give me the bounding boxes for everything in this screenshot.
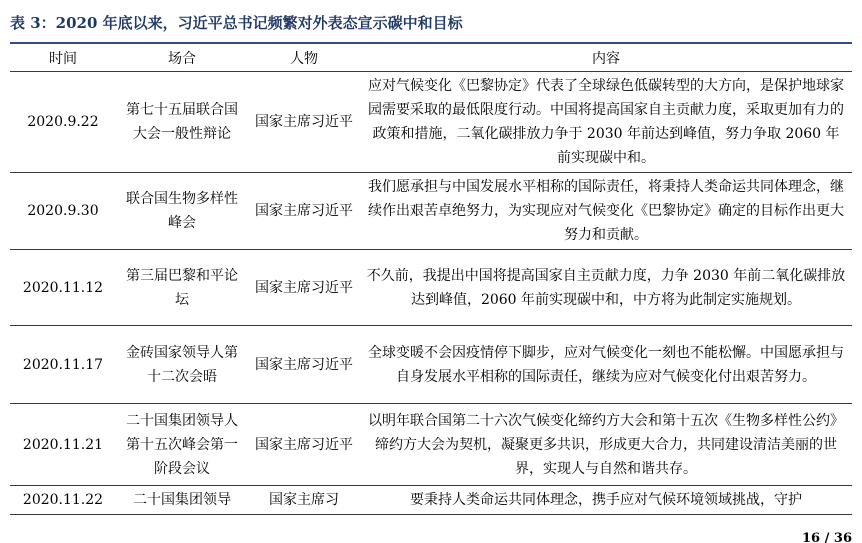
cell-content: 以明年联合国第二十六次气候变化缔约方大会和第十五次《生物多样性公约》缔约方大会为契机，凝聚更多共识，形成更大合力，共同建设清洁美丽的世界，实现人与自然和谐共存。 [360,404,852,486]
table-row [10,173,852,250]
cell-person: 国家主席习 [248,486,360,515]
cell-content: 应对气候变化《巴黎协定》代表了全球绿色低碳转型的大方向，是保护地球家园需要采取的最低限度行动。中国将提高国家自主贡献力度，采取更加有力的政策和措施，二氧化碳排放力争于 2030 年前达到峰值，努力争取 2060 年前实现碳中和。 [360,72,852,173]
cell-date: 2020.11.12 [10,250,116,326]
cell-content: 全球变暖不会因疫情停下脚步，应对气候变化一刻也不能松懈。中国愿承担与自身发展水平相称的国际责任，继续为应对气候变化付出艰苦努力。 [360,326,852,404]
table-row [10,486,852,515]
table-row [10,250,852,326]
page-number: 16 / 36 [802,531,852,543]
cell-person: 国家主席习近平 [248,72,360,173]
table-row [10,326,852,404]
cell-person: 国家主席习近平 [248,250,360,326]
table-row [10,72,852,173]
cell-person: 国家主席习近平 [248,404,360,486]
cell-occasion: 第七十五届联合国大会一般性辩论 [116,72,248,173]
cell-occasion: 二十国集团领导 [116,486,248,515]
header-date: 时间 [10,45,116,72]
cell-occasion: 二十国集团领导人第十五次峰会第一阶段会议 [116,404,248,486]
cell-content: 我们愿承担与中国发展水平相称的国际责任，将秉持人类命运共同体理念，继续作出艰苦卓绝努力，为实现应对气候变化《巴黎协定》确定的目标作出更大努力和贡献。 [360,173,852,250]
cell-date: 2020.11.17 [10,326,116,404]
cell-person: 国家主席习近平 [248,173,360,250]
cell-occasion: 联合国生物多样性峰会 [116,173,248,250]
table-caption: 表 3：2020 年底以来，习近平总书记频繁对外表态宣示碳中和目标 [10,14,463,32]
statements-table [10,45,852,515]
cell-person: 国家主席习近平 [248,326,360,404]
cell-content: 不久前，我提出中国将提高国家自主贡献力度，力争 2030 年前二氧化碳排放达到峰值，2060 年前实现碳中和，中方将为此制定实施规划。 [360,250,852,326]
cell-occasion: 第三届巴黎和平论坛 [116,250,248,326]
cell-occasion: 金砖国家领导人第十二次会晤 [116,326,248,404]
cell-date: 2020.11.22 [10,486,116,515]
header-person: 人物 [248,45,360,72]
header-content: 内容 [360,45,852,72]
table-header-row [10,45,852,72]
table-row [10,404,852,486]
caption-rule [10,42,852,44]
header-occasion: 场合 [116,45,248,72]
cell-date: 2020.9.30 [10,173,116,250]
cell-date: 2020.9.22 [10,72,116,173]
cell-date: 2020.11.21 [10,404,116,486]
cell-content: 要秉持人类命运共同体理念，携手应对气候环境领域挑战，守护 [360,486,852,515]
